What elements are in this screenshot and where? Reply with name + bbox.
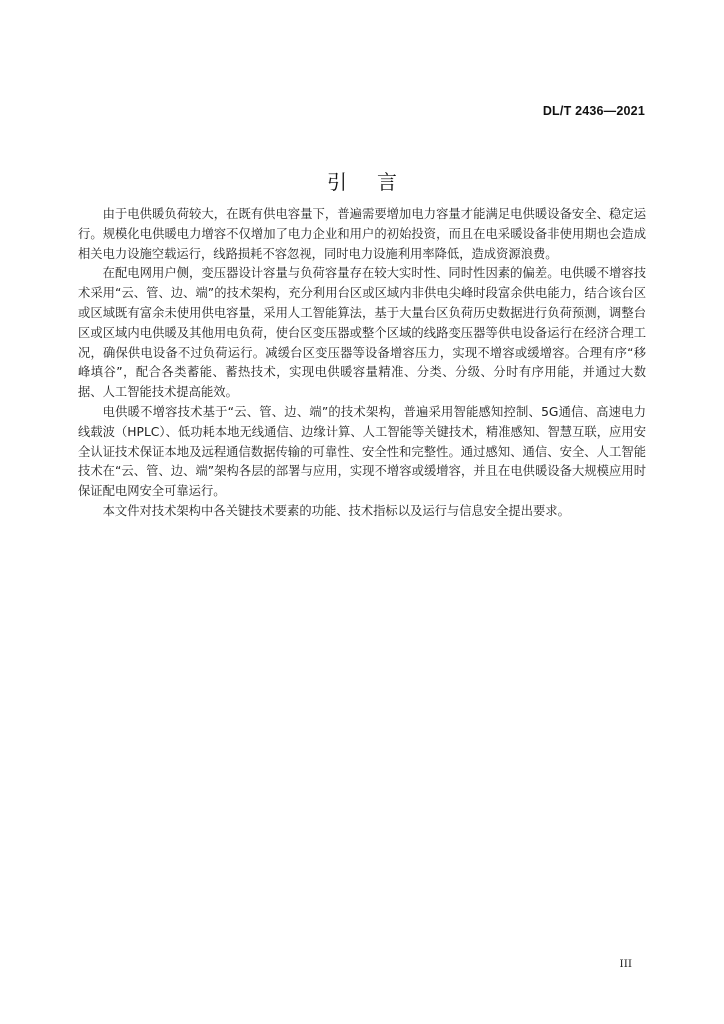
paragraph-1: 由于电供暖负荷较大，在既有供电容量下，普遍需要增加电力容量才能满足电供暖设备安全、稳定运行。规模化电供暖电力增容不仅增加了电力企业和用户的初始投资，而且在电采暖设备非使用期也会造成相关电力设施空载运行，线路损耗不容忽视，同时电力设施利用率降低，造成资源浪费。 xyxy=(78,207,646,261)
body-text xyxy=(78,205,646,522)
paragraph-3: 电供暖不增容技术基于“云、管、边、端”的技术架构，普遍采用智能感知控制、5G通信、高速电力线载波（HPLC）、低功耗本地无线通信、边缘计算、人工智能等关键技术，精准感知、智慧互联，应用安全认证技术保证本地及远程通信数据传输的可靠性、安全性和完整性。通过感知、通信、安全、人工智能技术在“云、管、边、端”架构各层的部署与应用，实现不增容或缓增容，并且在电供暖设备大规模应用时保证配电网安全可靠运行。 xyxy=(78,404,646,499)
page-number: III xyxy=(619,958,632,970)
paragraph-4: 本文件对技术架构中各关键技术要素的功能、技术指标以及运行与信息安全提出要求。 xyxy=(102,503,570,518)
document-code: DL/T 2436—2021 xyxy=(542,104,645,118)
section-title: 引言 xyxy=(327,170,427,194)
paragraph-2: 在配电网用户侧，变压器设计容量与负荷容量存在较大实时性、同时性因素的偏差。电供暖不增容技术采用“云、管、边、端”的技术架构，充分利用台区或区域内非供电尖峰时段富余供电能力，结合该台区或区域既有富余未使用供电容量，采用人工智能算法，基于大量台区负荷历史数据进行负荷预测，调整台区或区域内电供暖及其他用电负荷，使台区变压器或整个区域的线路变压器等供电设备运行在经济合理工况，确保供电设备不过负荷运行。减缓台区变压器等设备增容压力，实现不增容或缓增容。合理有序“移峰填谷”，配合各类蓄能、蓄热技术，实现电供暖容量精准、分类、分级、分时有序用能，并通过大数据、人工智能技术提高能效。 xyxy=(78,266,646,400)
